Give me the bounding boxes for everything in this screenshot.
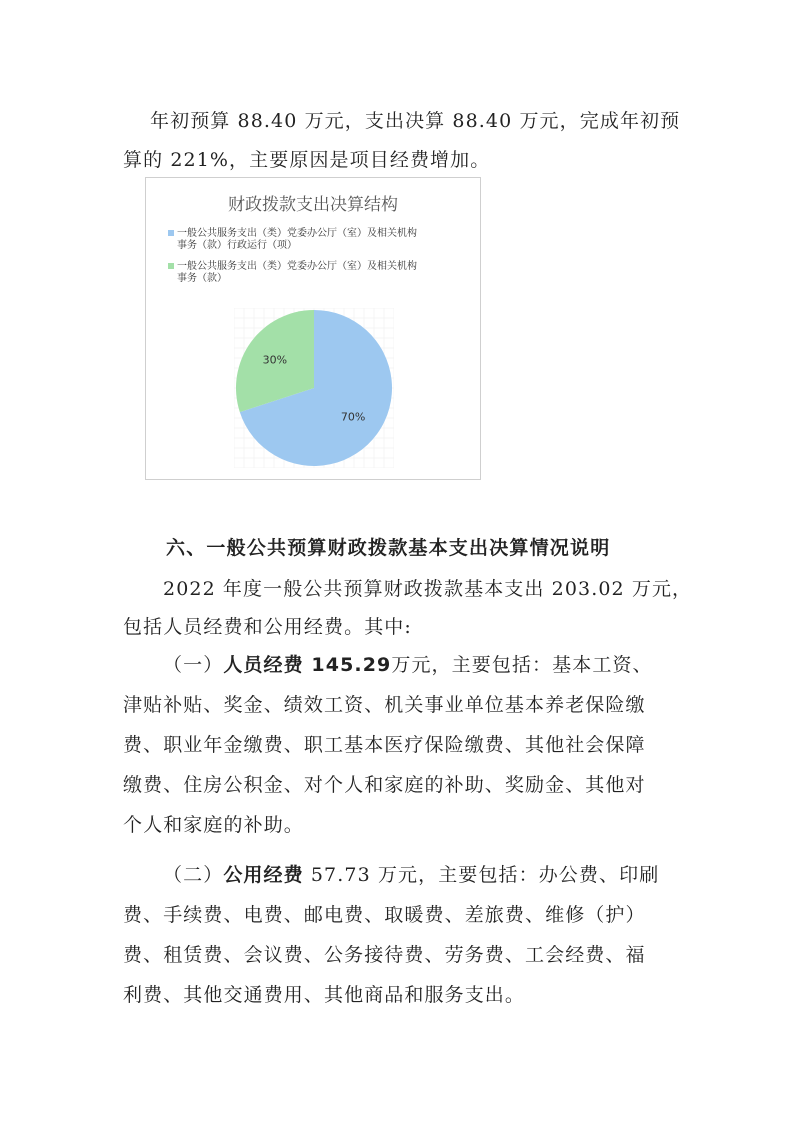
text-span: 万元，主要包括：基本工资、 — [391, 654, 653, 676]
text-line: 费、租赁费、会议费、公务接待费、劳务费、工会经费、福 — [123, 944, 646, 966]
text-line: 算的 221%，主要原因是项目经费增加。 — [123, 149, 491, 171]
section-title: 六、一般公共预算财政拨款基本支出决算情况说明 — [166, 537, 611, 559]
pie-svg — [234, 308, 394, 468]
text-line: 2022 年度一般公共预算财政拨款基本支出 203.02 万元， — [163, 578, 693, 600]
legend-label: 事务（款）行政运行（项） — [177, 240, 297, 251]
pie-area — [234, 308, 394, 472]
legend-label: 一般公共服务支出（类）党委办公厅（室）及相关机构 — [177, 261, 417, 272]
paren-label: （一） — [163, 654, 224, 676]
legend-swatch — [168, 263, 174, 269]
text-line: 费、职业年金缴费、职工基本医疗保险缴费、其他社会保障 — [123, 734, 646, 756]
text-line: 费、手续费、电费、邮电费、取暖费、差旅费、维修（护） — [123, 904, 646, 926]
legend-item — [168, 228, 477, 252]
pie-chart — [145, 177, 481, 480]
text-span: 57.73 万元，主要包括：办公费、印刷 — [303, 864, 660, 886]
text-line: 缴费、住房公积金、对个人和家庭的补助、奖励金、其他对 — [123, 774, 646, 796]
bold-heading: 人员经费 145.29 — [223, 654, 392, 676]
data-label: 30% — [262, 353, 288, 367]
legend-label: 事务（款） — [177, 273, 227, 284]
legend-item — [168, 261, 477, 285]
text-line: 包括人员经费和公用经费。其中: — [123, 616, 412, 638]
paren-label: （二） — [163, 864, 224, 886]
legend-label: 一般公共服务支出（类）党委办公厅（室）及相关机构 — [177, 228, 417, 239]
legend-swatch — [168, 230, 174, 236]
text-line — [163, 650, 653, 677]
text-line: 利费、其他交通费用、其他商品和服务支出。 — [123, 984, 526, 1006]
chart-title: 财政拨款支出决算结构 — [228, 195, 398, 215]
data-label: 70% — [340, 410, 366, 424]
bold-heading: 公用经费 — [223, 864, 304, 886]
text-line: 个人和家庭的补助。 — [123, 814, 304, 836]
text-line: 年初预算 88.40 万元，支出决算 88.40 万元，完成年初预 — [150, 110, 681, 132]
text-line: 津贴补贴、奖金、绩效工资、机关事业单位基本养老保险缴 — [123, 694, 646, 716]
text-line — [163, 860, 659, 887]
